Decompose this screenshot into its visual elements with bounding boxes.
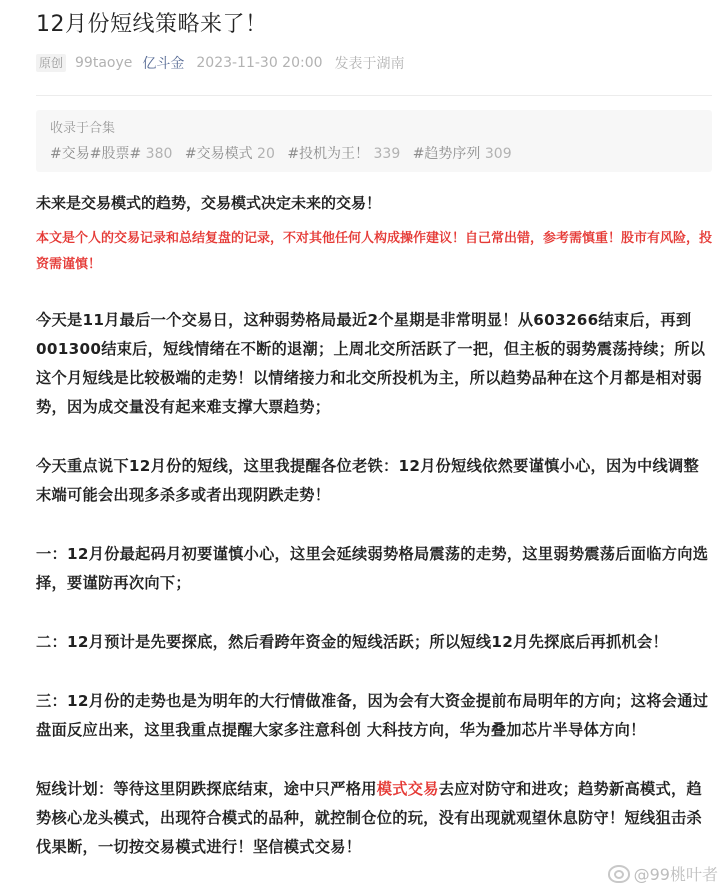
collection-tag[interactable]: #交易模式 20 [184, 146, 275, 162]
paragraph-1: 今天是11月最后一个交易日，这种弱势格局最近2个星期是非常明显！从603266结束后，再到001300结束后，短线情绪在不断的退潮；上周北交所活跃了一把，但主板的弱势震荡持续；所以这个月短线是比较极端的走势！以情绪接力和北交所投机为主，所以趋势品种在这个月都是相对弱势，因为成交量没有起来难支撑大票趋势； [36, 311, 706, 416]
paragraph-4: 二：12月预计是先要探底，然后看跨年资金的短线活跃；所以短线12月先探底后再抓机会！ [36, 633, 668, 651]
paragraph-2: 今天重点说下12月份的短线，这里我提醒各位老铁：12月份短线依然要谨慎小心，因为中线调整末端可能会出现多杀多或者出现阴跌走势！ [36, 457, 699, 504]
article-meta [36, 52, 712, 74]
highlight-text: 模式交易 [376, 780, 439, 798]
collection-tag[interactable]: #投机为王！ 339 [287, 146, 401, 162]
paragraph-5: 三：12月份的走势也是为明年的大行情做准备，因为会有大资金提前布局明年的方向；这将会通过盘面反应出来，这里我重点提醒大家多注意科创 大科技方向，华为叠加芯片半导体方向！ [36, 692, 709, 739]
original-badge: 原创 [36, 54, 66, 72]
risk-warning: 本文是个人的交易记录和总结复盘的记录，不对其他任何人构成操作建议！自己常出错，参考需慎重！股市有风险，投资需谨慎！ [36, 231, 713, 272]
article-title: 12月份短线策略来了！ [36, 12, 268, 37]
author-name: 99taoye [75, 55, 133, 71]
publish-location: 发表于湖南 [334, 56, 405, 72]
account-link[interactable]: 亿斗金 [142, 56, 185, 72]
watermark [608, 862, 718, 885]
intro-text: 未来是交易模式的趋势，交易模式决定未来的交易！ [36, 194, 382, 212]
collection-tag[interactable]: #趋势序列 309 [412, 146, 512, 162]
collection-tag[interactable]: #交易#股票# 380 [50, 146, 173, 162]
paragraph-3: 一：12月份最起码月初要谨慎小心，这里会延续弱势格局震荡的走势，这里弱势震荡后面临方向选择，要谨防再次向下； [36, 545, 709, 592]
collection-tags [50, 142, 698, 166]
divider [36, 95, 712, 96]
article-content [36, 188, 712, 862]
collection-label: 收录于合集 [50, 121, 116, 136]
watermark-text: @99桃叶者 [633, 865, 718, 884]
weibo-icon [608, 865, 630, 883]
publish-date: 2023-11-30 20:00 [196, 55, 323, 71]
collection-box [36, 110, 712, 172]
paragraph-6: 短线计划：等待这里阴跌探底结束，途中只严格用模式交易去应对防守和进攻；趋势新高模式，趋势核心龙头模式，出现符合模式的品种，就控制仓位的玩，没有出现就观望休息防守！短线狙击杀伐果断，一切按交易模式进行！坚信模式交易！ [36, 780, 702, 856]
